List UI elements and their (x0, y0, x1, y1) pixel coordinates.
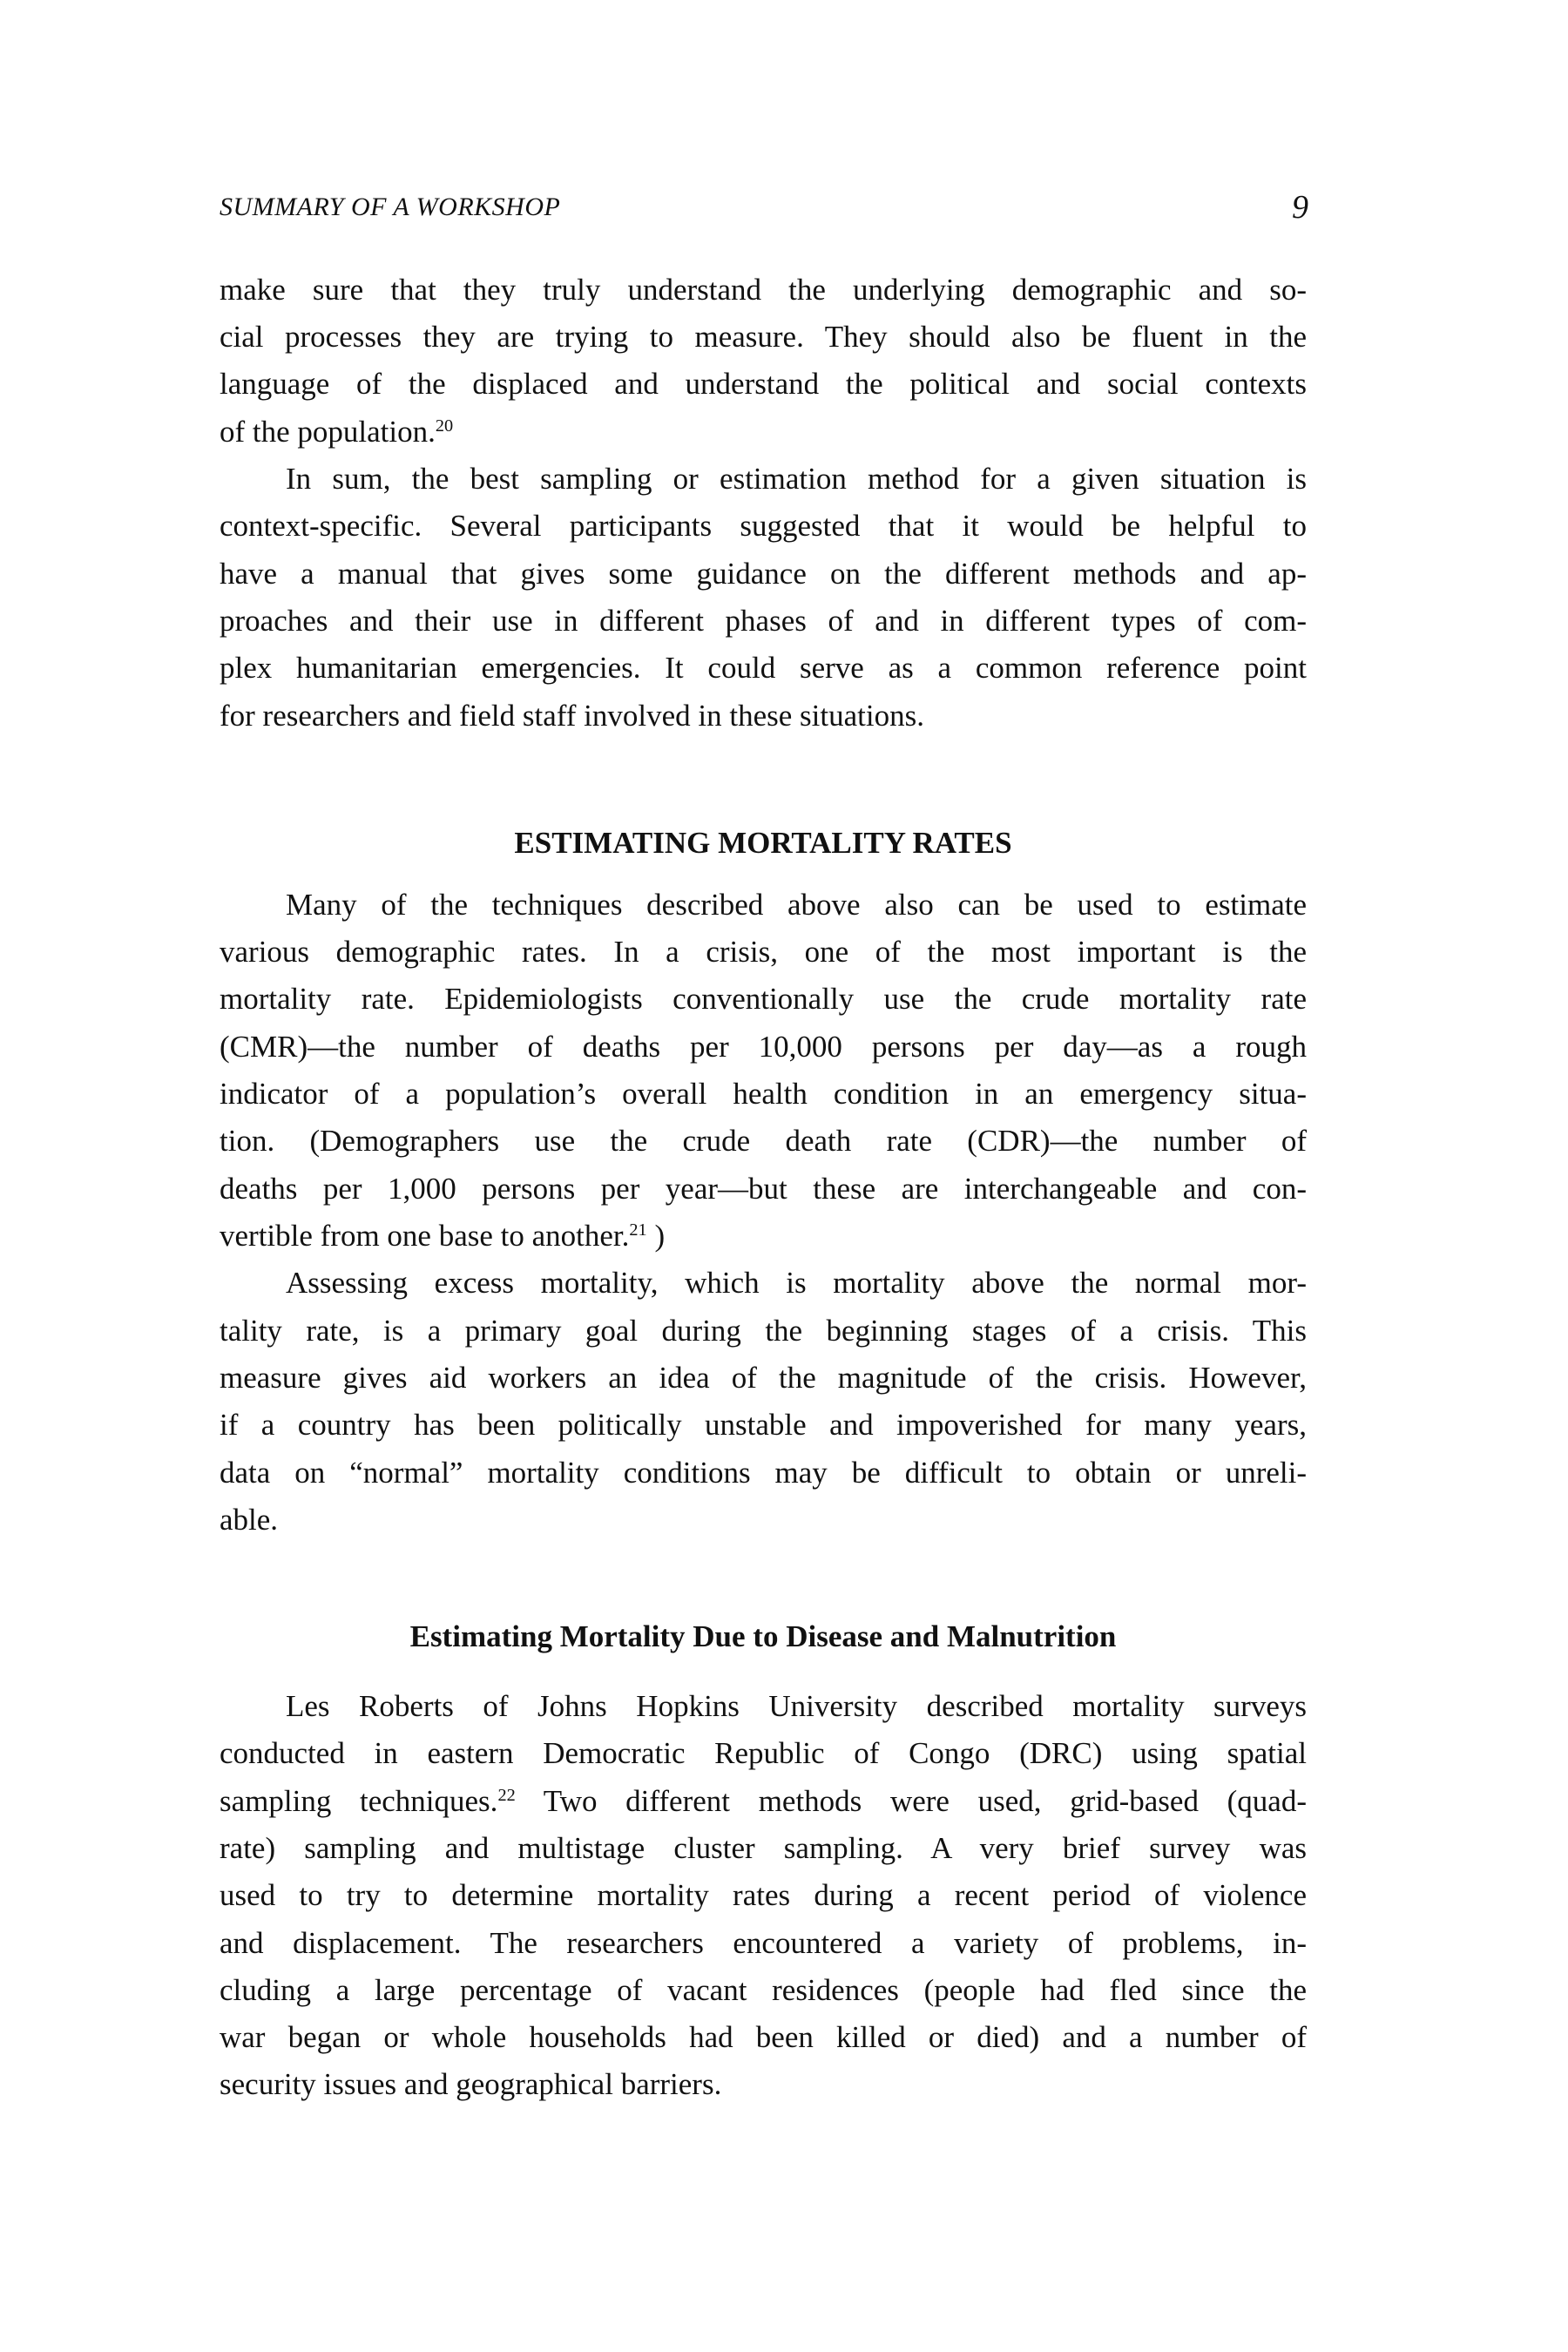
footnote-ref-20: 20 (435, 416, 454, 436)
text-line: able. (220, 1503, 279, 1537)
text-line (220, 1778, 1307, 1825)
text-line: various demographic rates. In a crisis, one of the most important is the (220, 935, 1307, 969)
text-line: for researchers and field staff involved in these situations. (220, 699, 924, 733)
text-line: Les Roberts of Johns Hopkins University described mortality surveys (286, 1689, 1307, 1723)
text-line: context-specific. Several participants suggested that it would be helpful to (220, 509, 1307, 543)
text-line: cial processes they are trying to measure. They should also be fluent in the (220, 320, 1307, 354)
subsection-heading: Estimating Mortality Due to Disease and Malnutrition (409, 1619, 1117, 1653)
text-line: deaths per 1,000 persons per year—but these are interchangeable and con- (220, 1172, 1307, 1206)
line-text: sampling techniques. (220, 1784, 498, 1818)
text-line: tality rate, is a primary goal during the beginning stages of a crisis. This (220, 1314, 1307, 1348)
text-line: conducted in eastern Democratic Republic of Congo (DRC) using spatial (220, 1736, 1307, 1770)
text-line: proaches and their use in different phases of and in different types of com- (220, 604, 1307, 638)
text-line: if a country has been politically unstable and impoverished for many years, (220, 1408, 1307, 1442)
text-line (220, 1213, 1307, 1260)
footnote-ref-21: 21 (629, 1220, 647, 1240)
text-line (220, 409, 1307, 456)
section-heading: ESTIMATING MORTALITY RATES (514, 826, 1012, 860)
text-line: mortality rate. Epidemiologists conventionally use the crude mortality rate (220, 982, 1307, 1016)
page-number: 9 (1292, 189, 1308, 226)
text-line: security issues and geographical barriers. (220, 2067, 722, 2101)
line-text-after: Two different methods were used, grid-based (quad- (515, 1784, 1307, 1818)
text-line: indicator of a population’s overall health condition in an emergency situa- (220, 1077, 1307, 1111)
text-line: language of the displaced and understand the political and social contexts (220, 367, 1307, 401)
text-line: Many of the techniques described above also can be used to estimate (286, 888, 1307, 922)
footnote-ref-22: 22 (497, 1785, 516, 1805)
text-line: rate) sampling and multistage cluster sampling. A very brief survey was (220, 1831, 1307, 1865)
text-line: In sum, the best sampling or estimation method for a given situation is (286, 462, 1307, 496)
text-line: and displacement. The researchers encountered a variety of problems, in- (220, 1926, 1307, 1960)
line-text-after: ) (646, 1219, 666, 1253)
text-line: plex humanitarian emergencies. It could serve as a common reference point (220, 651, 1307, 685)
text-line: have a manual that gives some guidance on the different methods and ap- (220, 557, 1307, 591)
text-line: tion. (Demographers use the crude death rate (CDR)—the number of (220, 1124, 1307, 1158)
text-line: measure gives aid workers an idea of the magnitude of the crisis. However, (220, 1361, 1307, 1395)
text-line: cluding a large percentage of vacant residences (people had fled since the (220, 1973, 1307, 2007)
text-line: used to try to determine mortality rates during a recent period of violence (220, 1878, 1307, 1912)
text-line: war began or whole households had been killed or died) and a number of (220, 2020, 1307, 2054)
line-text: of the population. (220, 415, 436, 449)
text-line: Assessing excess mortality, which is mortality above the normal mor- (286, 1266, 1307, 1300)
running-title: SUMMARY OF A WORKSHOP (220, 193, 561, 221)
running-head (220, 186, 1308, 228)
text-line: (CMR)—the number of deaths per 10,000 persons per day—as a rough (220, 1030, 1307, 1064)
text-line: make sure that they truly understand the underlying demographic and so- (220, 273, 1307, 307)
text-line: data on “normal” mortality conditions may be difficult to obtain or unreli- (220, 1456, 1307, 1490)
line-text: vertible from one base to another. (220, 1219, 630, 1253)
